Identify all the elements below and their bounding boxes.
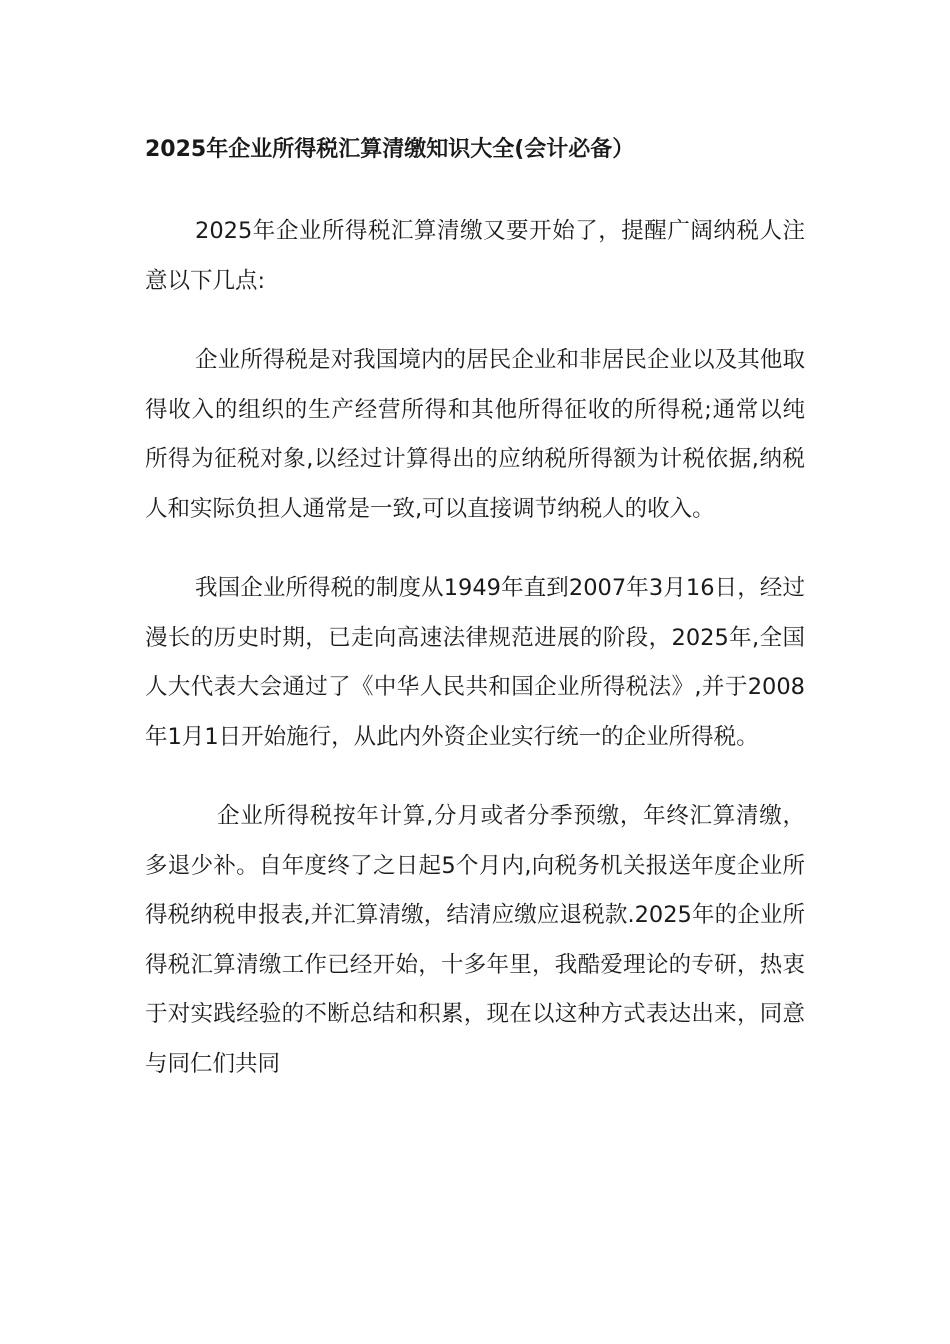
document-title: 2025年企业所得税汇算清缴知识大全(会计必备） (145, 137, 635, 162)
paragraph-history: 我国企业所得税的制度从1949年直到2007年3月16日，经过漫长的历史时期，已走向高速法律规范进展的阶段，2025年,全国人大代表大会通过了《中华人民共和国企业所得税法》,并于2008年1月1日开始施行，从此内外资企业实行统一的企业所得税。 (145, 575, 805, 750)
paragraph-definition: 企业所得税是对我国境内的居民企业和非居民企业以及其他取得收入的组织的生产经营所得和其他所得征收的所得税;通常以纯所得为征税对象,以经过计算得出的应纳税所得额为计税依据,纳税人和实际负担人通常是一致,可以直接调节纳税人的收入。 (145, 347, 805, 522)
paragraph-settlement: 企业所得税按年计算,分月或者分季预缴，年终汇算清缴，多退少补。自年度终了之日起5个月内,向税务机关报送年度企业所得税纳税申报表,并汇算清缴，结清应缴应退税款.2025年的企业所得税汇算清缴工作已经开始，十多年里，我酷爱理论的专研，热衷于对实践经验的不断总结和积累，现在以这种方式表达出来，同意与同仁们共同 (145, 803, 805, 1077)
document-body (145, 128, 805, 1089)
paragraph-intro: 2025年企业所得税汇算清缴又要开始了，提醒广阔纳税人注意以下几点: (145, 218, 805, 294)
